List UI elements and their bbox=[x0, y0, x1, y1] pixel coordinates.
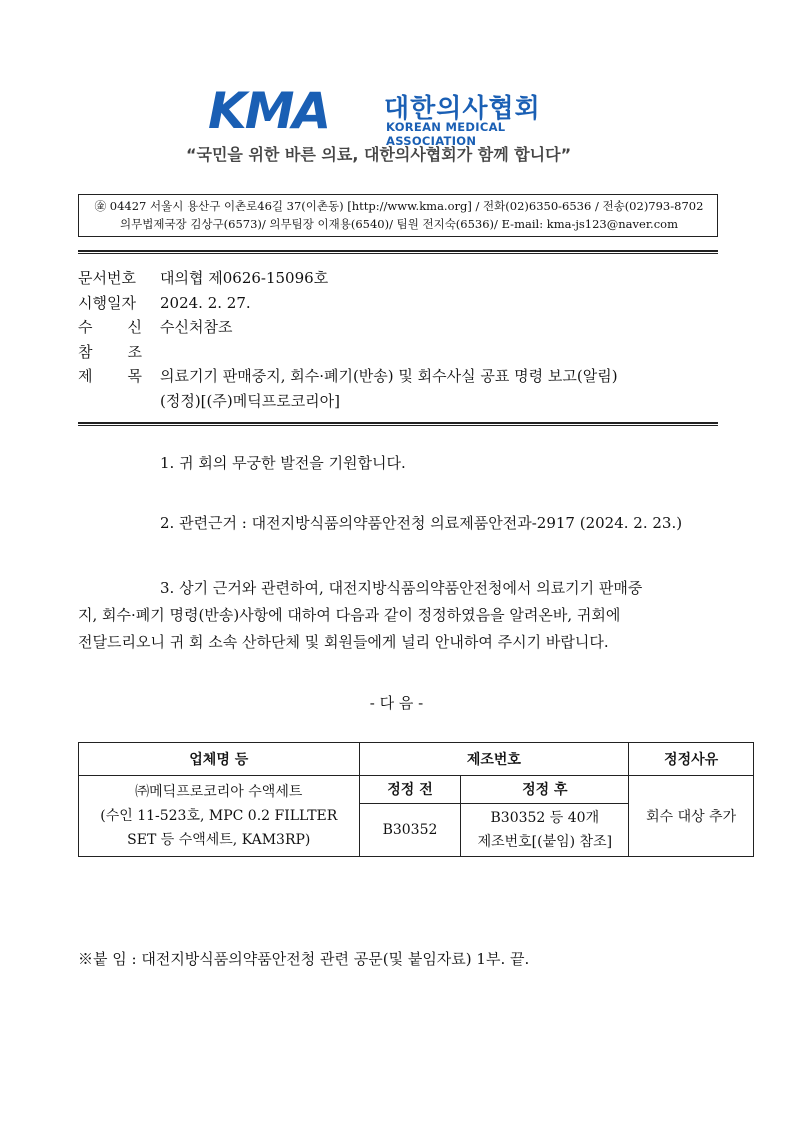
doc-number: 대의협 제0626-15096호 bbox=[160, 269, 329, 287]
lot-after-line-1: B30352 등 40개 bbox=[490, 809, 600, 826]
subject bbox=[160, 364, 718, 413]
subject-line-1: 의료기기 판매중지, 회수·폐기(반송) 및 회수사실 공표 명령 보고(알림) bbox=[160, 367, 618, 385]
correction-table bbox=[78, 742, 754, 857]
paragraph-3-line-1: 3. 상기 근거와 관련하여, 대전지방식품의약품안전청에서 의료기기 판매중 bbox=[160, 579, 643, 597]
slogan: “국민을 위한 바른 의료, 대한의사협회가 함께 합니다” bbox=[186, 145, 572, 164]
attachment-note: ※붙 임 : 대전지방식품의약품안전청 관련 공문(및 붙임자료) 1부. 끝. bbox=[78, 950, 530, 968]
reason-cell: 회수 대상 추가 bbox=[629, 776, 754, 857]
paragraph-3-line-3: 전달드리오니 귀 회 소속 산하단체 및 회원들에게 널리 안내하여 주시기 바랍니다. bbox=[78, 633, 609, 651]
paragraph-2: 2. 관련근거 : 대전지방식품의약품안전청 의료제품안전과-2917 (2024. 2. 23.) bbox=[160, 514, 683, 532]
recipient: 수신처참조 bbox=[160, 318, 233, 336]
doc-number-row bbox=[78, 266, 718, 291]
subject-row bbox=[78, 364, 718, 413]
header-reason: 정정사유 bbox=[629, 743, 754, 776]
subject-label: 제 목 bbox=[78, 367, 142, 385]
recipient-row bbox=[78, 315, 718, 340]
company-line-1: ㈜메딕프로코리아 수액세트 bbox=[135, 784, 303, 800]
subject-line-2: (정정)[(주)메딕프로코리아] bbox=[160, 391, 341, 410]
header-company: 업체명 등 bbox=[79, 743, 360, 776]
meta-divider bbox=[78, 422, 718, 426]
paragraph-3-line-2: 지, 회수·폐기 명령(반송)사항에 대하여 다음과 같이 정정하였음을 알려온바, 귀회에 bbox=[78, 606, 621, 624]
table-header-row bbox=[79, 743, 754, 776]
date: 2024. 2. 27. bbox=[160, 293, 251, 312]
reference-label: 참 조 bbox=[78, 342, 142, 361]
contact-line-1: ㊎ 04427 서울시 용산구 이촌로46길 37(이촌동) [http://www.kma.org] / 전화(02)6350-6536 / 전송(02)793-8702 bbox=[94, 199, 704, 213]
company-cell bbox=[79, 776, 360, 857]
logo-name-english: KOREAN MEDICAL ASSOCIATION bbox=[386, 120, 506, 148]
reference-row bbox=[78, 340, 718, 365]
table-row bbox=[79, 776, 754, 804]
lot-before-cell: B30352 bbox=[359, 803, 461, 856]
contact-box bbox=[78, 194, 718, 237]
doc-number-label: 문서번호 bbox=[78, 269, 136, 287]
header-after: 정정 후 bbox=[461, 776, 629, 804]
paragraph-3 bbox=[78, 575, 718, 656]
company-line-3: SET 등 수액세트, KAM3RP) bbox=[127, 832, 311, 848]
reference bbox=[160, 340, 718, 365]
date-label: 시행일자 bbox=[78, 293, 136, 312]
paragraph-1: 1. 귀 회의 무궁한 발전을 기원합니다. bbox=[160, 454, 406, 472]
recipient-label: 수 신 bbox=[78, 318, 142, 336]
header-divider bbox=[78, 250, 718, 254]
lot-after-cell bbox=[461, 803, 629, 856]
following-heading: - 다 음 - bbox=[369, 694, 424, 712]
document-header bbox=[78, 266, 718, 413]
header-before: 정정 전 bbox=[359, 776, 461, 804]
lot-after-line-2: 제조번호[(붙임) 참조] bbox=[477, 833, 613, 850]
contact-line-2: 의무법제국장 김상구(6573)/ 의무팀장 이재용(6540)/ 팀원 전지숙(6536)/ E-mail: kma-js123@naver.com bbox=[120, 217, 678, 231]
kma-logo bbox=[208, 82, 588, 148]
logo-name-korean: 대한의사협회 bbox=[384, 94, 541, 124]
date-row bbox=[78, 291, 718, 316]
logo-mark: KMA bbox=[208, 82, 330, 140]
header-lot-number: 제조번호 bbox=[359, 743, 629, 776]
company-line-2: (수인 11-523호, MPC 0.2 FILLTER bbox=[100, 808, 338, 824]
